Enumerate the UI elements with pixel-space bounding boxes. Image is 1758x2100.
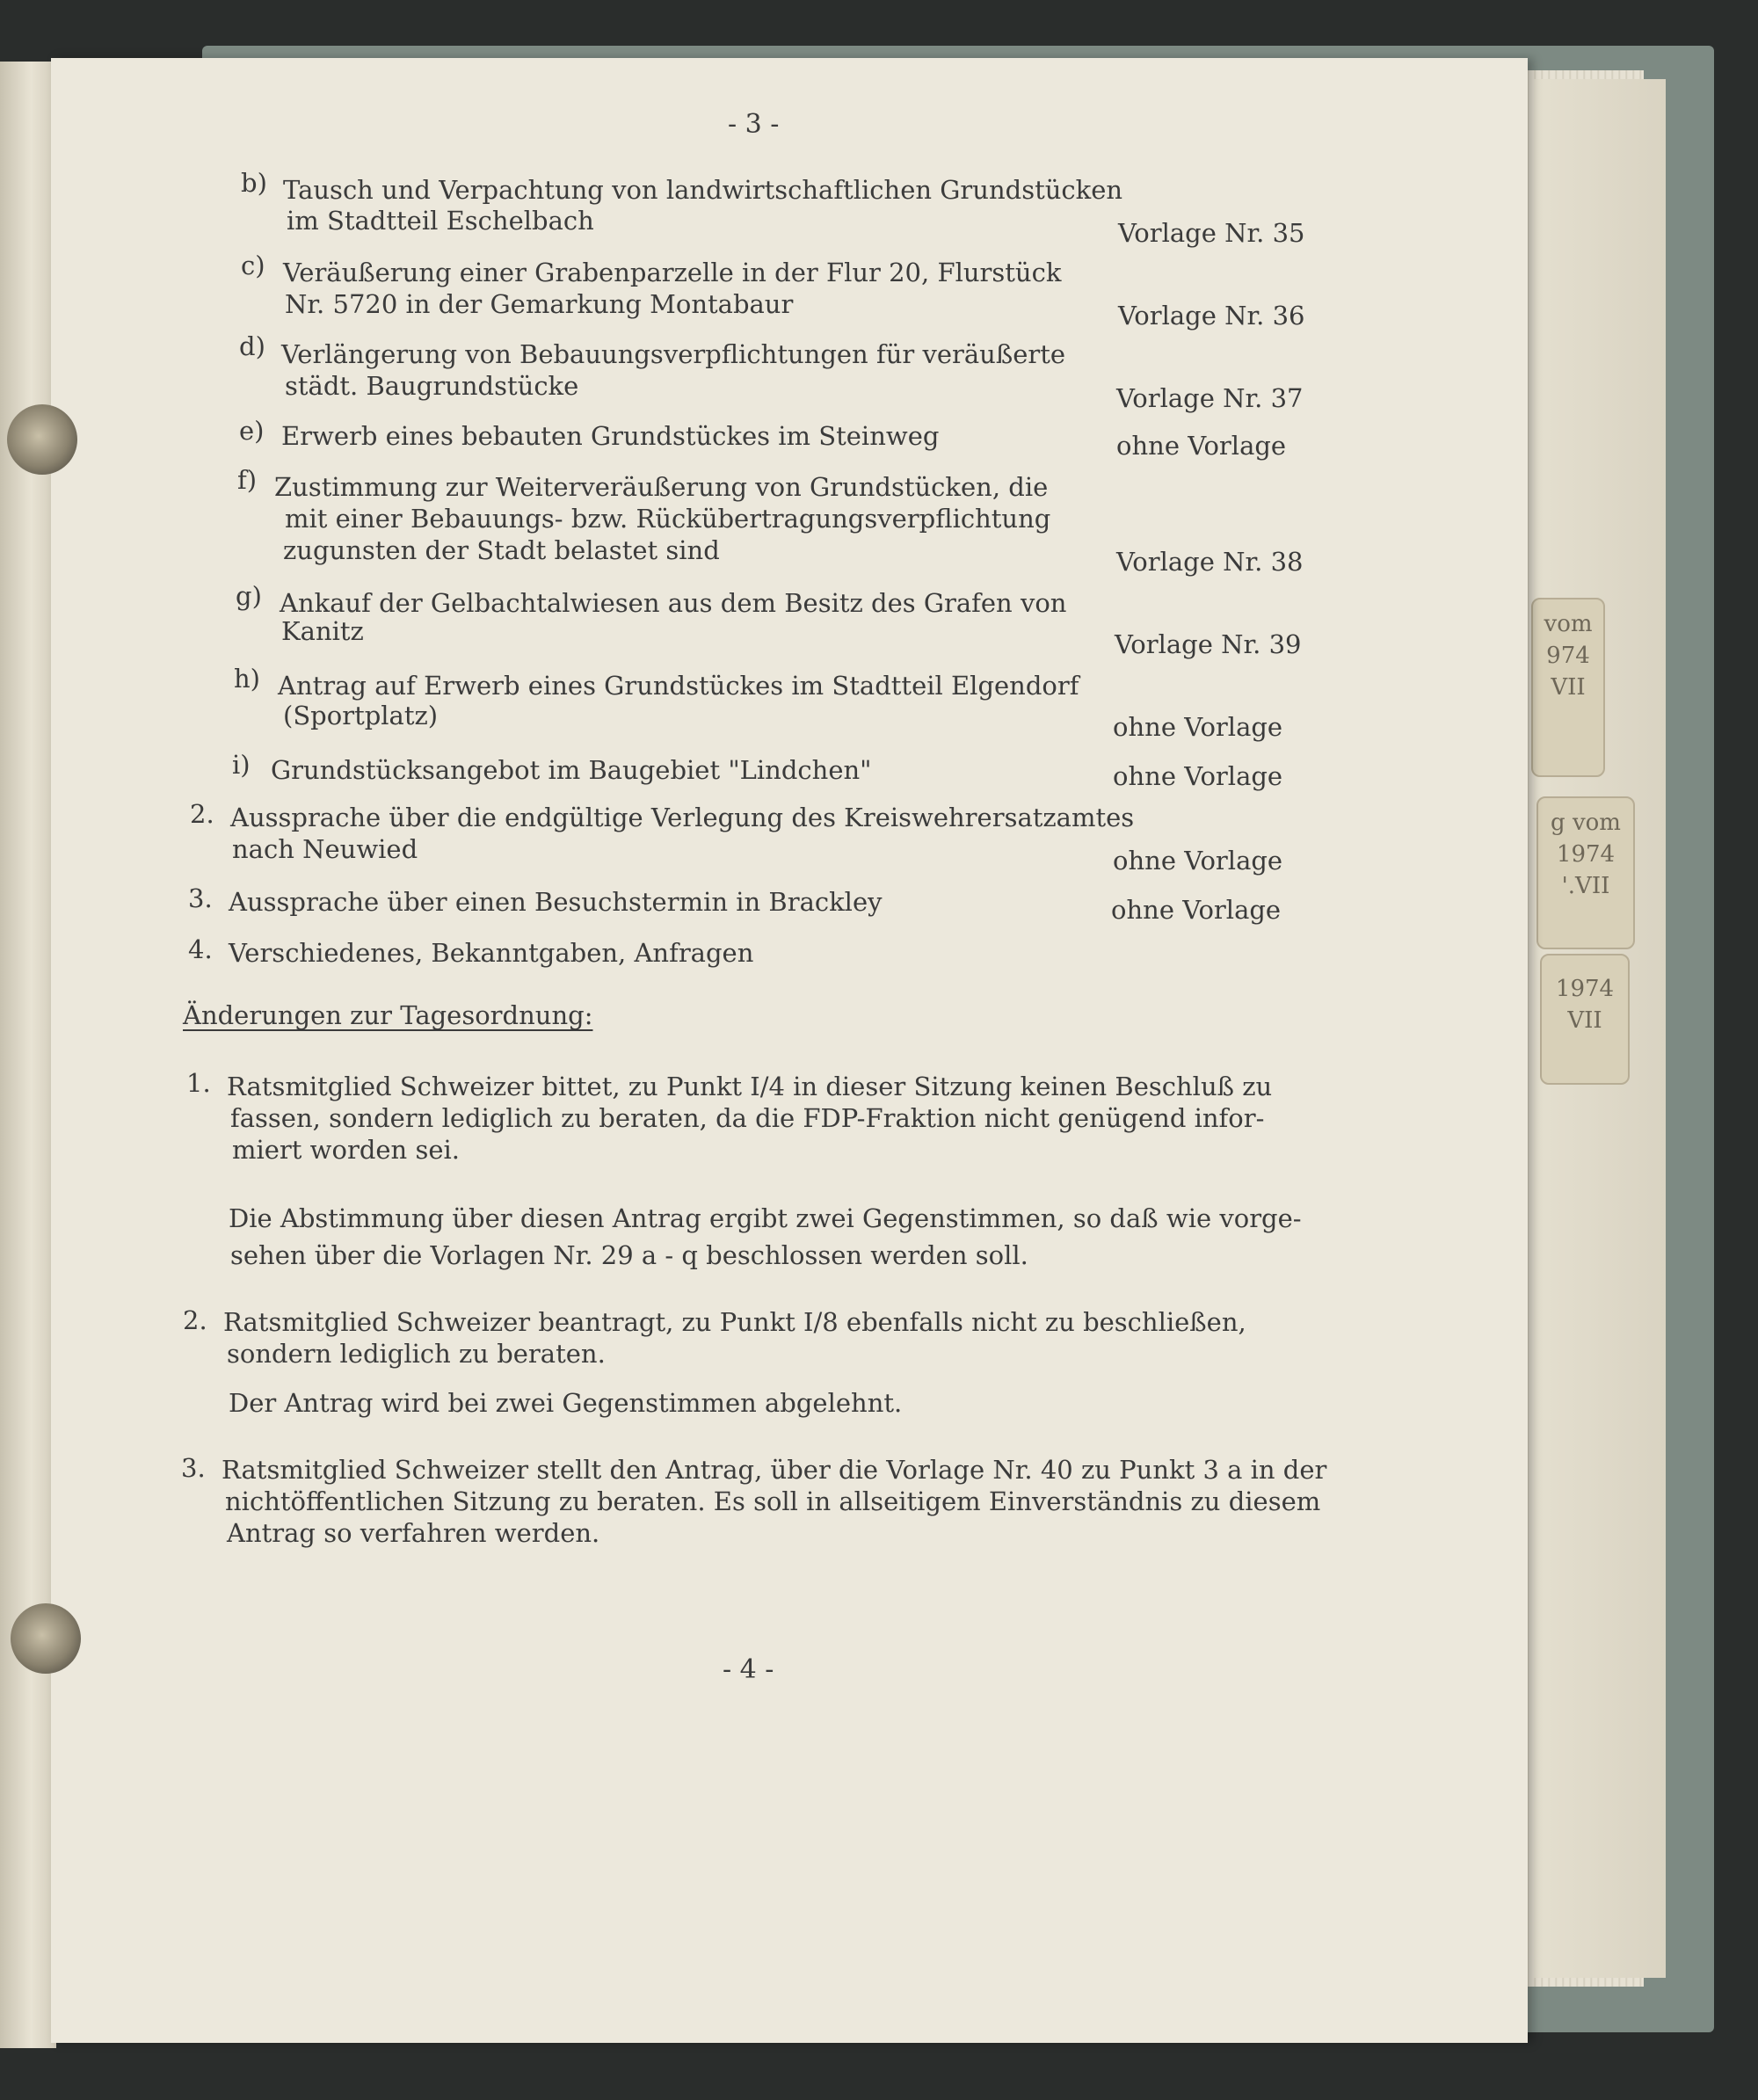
item-line: Antrag so verfahren werden. — [227, 1518, 600, 1548]
item-line: fassen, sondern lediglich zu beraten, da die FDP-Fraktion nicht genügend infor- — [230, 1103, 1265, 1133]
index-tab — [1540, 954, 1630, 1085]
changes-heading: Änderungen zur Tagesordnung: — [183, 1000, 593, 1030]
result-line: Der Antrag wird bei zwei Gegenstimmen abgelehnt. — [229, 1388, 903, 1418]
item-line: sondern lediglich zu beraten. — [227, 1339, 606, 1369]
vorlage-reference: Vorlage Nr. 37 — [1116, 383, 1304, 413]
item-marker: e) — [239, 416, 265, 446]
item-marker: 3. — [181, 1453, 206, 1483]
item-line: Nr. 5720 in der Gemarkung Montabaur — [285, 289, 794, 319]
vorlage-reference: ohne Vorlage — [1116, 431, 1287, 461]
item-line: Veräußerung einer Grabenparzelle in der Flur 20, Flurstück — [283, 258, 1062, 287]
item-line: Erwerb eines bebauten Grundstückes im Steinweg — [281, 421, 940, 451]
item-marker: i) — [232, 750, 251, 780]
item-line: Verschiedenes, Bekanntgaben, Anfragen — [229, 938, 754, 968]
item-line: Aussprache über die endgültige Verlegung des Kreiswehrersatzamtes — [230, 803, 1135, 832]
tab-line: '.VII — [1561, 873, 1610, 899]
vorlage-reference: Vorlage Nr. 35 — [1118, 218, 1305, 248]
page-number-bottom: - 4 - — [723, 1654, 774, 1685]
tab-line: 1974 — [1555, 976, 1615, 1002]
result-line: sehen über die Vorlagen Nr. 29 a - q beschlossen werden soll. — [230, 1240, 1028, 1270]
item-marker: d) — [239, 331, 265, 361]
binder-hole-top — [7, 404, 77, 475]
item-line: Ratsmitglied Schweizer bittet, zu Punkt I/4 in dieser Sitzung keinen Beschluß zu — [227, 1072, 1273, 1101]
item-marker: h) — [234, 664, 260, 694]
left-page-edge — [0, 62, 56, 2048]
tab-line: vom — [1544, 611, 1593, 637]
tab-line: 974 — [1546, 643, 1590, 669]
item-marker: 3. — [188, 883, 213, 913]
item-marker: 2. — [190, 799, 214, 829]
tab-line: VII — [1567, 1007, 1602, 1034]
item-marker: 1. — [186, 1068, 211, 1098]
item-line: Ratsmitglied Schweizer stellt den Antrag, über die Vorlage Nr. 40 zu Punkt 3 a in der — [222, 1455, 1327, 1485]
vorlage-reference: ohne Vorlage — [1113, 761, 1283, 791]
item-line: Tausch und Verpachtung von landwirtschaftlichen Grundstücken — [283, 175, 1123, 205]
item-line: nach Neuwied — [232, 834, 418, 864]
item-line: städt. Baugrundstücke — [285, 371, 579, 401]
page-number-top: - 3 - — [728, 109, 780, 140]
vorlage-reference: ohne Vorlage — [1113, 712, 1283, 742]
vorlage-reference: Vorlage Nr. 38 — [1116, 547, 1304, 577]
item-line: Aussprache über einen Besuchstermin in Brackley — [229, 887, 883, 917]
item-line: Ratsmitglied Schweizer beantragt, zu Punkt I/8 ebenfalls nicht zu beschließen, — [223, 1307, 1246, 1337]
item-line: Grundstücksangebot im Baugebiet "Lindchen" — [271, 755, 872, 785]
index-tab — [1536, 796, 1635, 949]
tab-line: 1974 — [1556, 841, 1616, 868]
item-marker: b) — [241, 168, 267, 198]
vorlage-reference: Vorlage Nr. 36 — [1118, 301, 1305, 331]
item-marker: 2. — [183, 1305, 207, 1335]
item-line: (Sportplatz) — [283, 701, 439, 730]
tab-line: g vom — [1551, 810, 1621, 836]
item-line: Verlängerung von Bebauungsverpflichtungen für veräußerte — [281, 339, 1066, 369]
item-marker: 4. — [188, 934, 213, 964]
item-marker: g) — [236, 581, 262, 611]
vorlage-reference: ohne Vorlage — [1113, 846, 1283, 876]
vorlage-reference: Vorlage Nr. 39 — [1115, 629, 1302, 659]
vorlage-reference: ohne Vorlage — [1111, 895, 1282, 925]
item-line: mit einer Bebauungs- bzw. Rückübertragungsverpflichtung — [285, 504, 1051, 534]
index-tab — [1531, 598, 1605, 777]
tab-line: VII — [1551, 674, 1586, 701]
item-line: Kanitz — [281, 616, 364, 646]
result-line: Die Abstimmung über diesen Antrag ergibt zwei Gegenstimmen, so daß wie vorge- — [229, 1203, 1302, 1233]
item-line: Ankauf der Gelbachtalwiesen aus dem Besitz des Grafen von — [280, 588, 1067, 618]
item-line: nichtöffentlichen Sitzung zu beraten. Es soll in allseitigem Einverständnis zu diesem — [225, 1486, 1321, 1516]
item-line: miert worden sei. — [232, 1135, 460, 1165]
item-line: Antrag auf Erwerb eines Grundstückes im Stadtteil Elgendorf — [278, 671, 1079, 701]
item-line: Zustimmung zur Weiterveräußerung von Grundstücken, die — [274, 472, 1049, 502]
binder-hole-bottom — [11, 1603, 81, 1674]
item-marker: f) — [237, 465, 258, 495]
item-marker: c) — [241, 251, 265, 280]
item-line: zugunsten der Stadt belastet sind — [283, 535, 720, 565]
item-line: im Stadtteil Eschelbach — [287, 206, 594, 236]
